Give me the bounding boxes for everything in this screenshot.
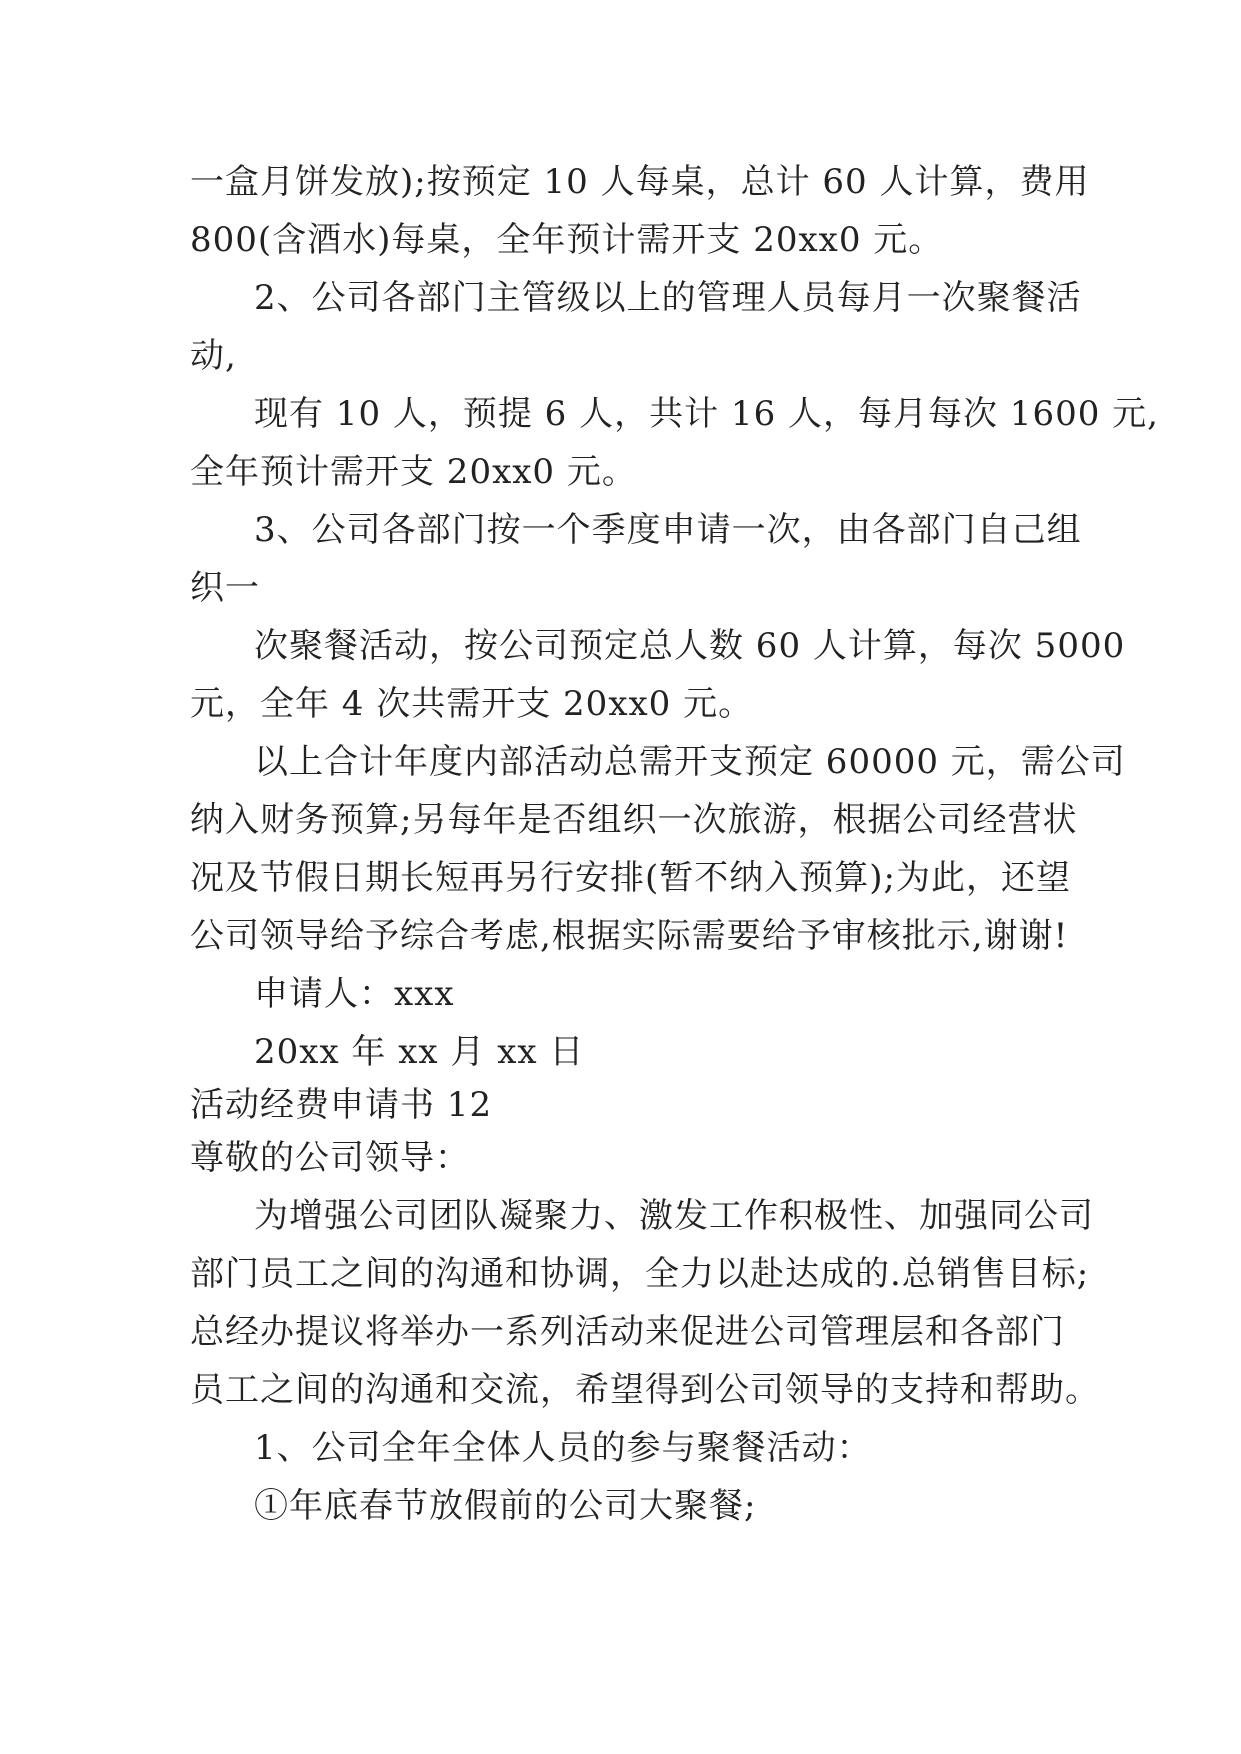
salutation: 尊敬的公司领导： xyxy=(190,1138,470,1178)
paragraph-line: 员工之间的沟通和交流，希望得到公司领导的支持和帮助。 xyxy=(190,1370,1100,1410)
applicant-line: 申请人：xxx xyxy=(254,974,455,1014)
paragraph-line: 一盒月饼发放);按预定 10 人每桌，总计 60 人计算，费用 xyxy=(190,162,1090,202)
paragraph-line: ①年底春节放假前的公司大聚餐; xyxy=(254,1486,757,1526)
paragraph-line: 800(含酒水)每桌，全年预计需开支 20xx0 元。 xyxy=(190,220,944,260)
paragraph-line: 织一 xyxy=(190,568,260,608)
paragraph-line: 2、公司各部门主管级以上的管理人员每月一次聚餐活 xyxy=(254,278,1082,318)
paragraph-line: 总经办提议将举办一系列活动来促进公司管理层和各部门 xyxy=(190,1312,1065,1352)
paragraph-line: 公司领导给予综合考虑,根据实际需要给予审核批示,谢谢! xyxy=(190,916,1069,956)
paragraph-line: 动, xyxy=(190,336,237,376)
paragraph-line: 以上合计年度内部活动总需开支预定 60000 元，需公司 xyxy=(254,742,1126,782)
paragraph-line: 3、公司各部门按一个季度申请一次，由各部门自己组 xyxy=(254,510,1082,550)
paragraph-line: 况及节假日期长短再另行安排(暂不纳入预算);为此，还望 xyxy=(190,858,1071,898)
paragraph-line: 为增强公司团队凝聚力、激发工作积极性、加强同公司 xyxy=(254,1196,1094,1236)
paragraph-line: 元，全年 4 次共需开支 20xx0 元。 xyxy=(190,684,754,724)
paragraph-line: 现有 10 人，预提 6 人，共计 16 人，每月每次 1600 元, xyxy=(254,394,1159,434)
date-line: 20xx 年 xx 月 xx 日 xyxy=(254,1032,585,1072)
paragraph-line: 纳入财务预算;另每年是否组织一次旅游，根据公司经营状 xyxy=(190,800,1078,840)
paragraph-line: 全年预计需开支 20xx0 元。 xyxy=(190,452,637,492)
paragraph-line: 部门员工之间的沟通和协调，全力以赴达成的.总销售目标; xyxy=(190,1254,1090,1294)
paragraph-line: 次聚餐活动，按公司预定总人数 60 人计算，每次 5000 xyxy=(254,626,1126,666)
section-title: 活动经费申请书 12 xyxy=(190,1085,493,1125)
paragraph-line: 1、公司全年全体人员的参与聚餐活动： xyxy=(254,1428,872,1468)
